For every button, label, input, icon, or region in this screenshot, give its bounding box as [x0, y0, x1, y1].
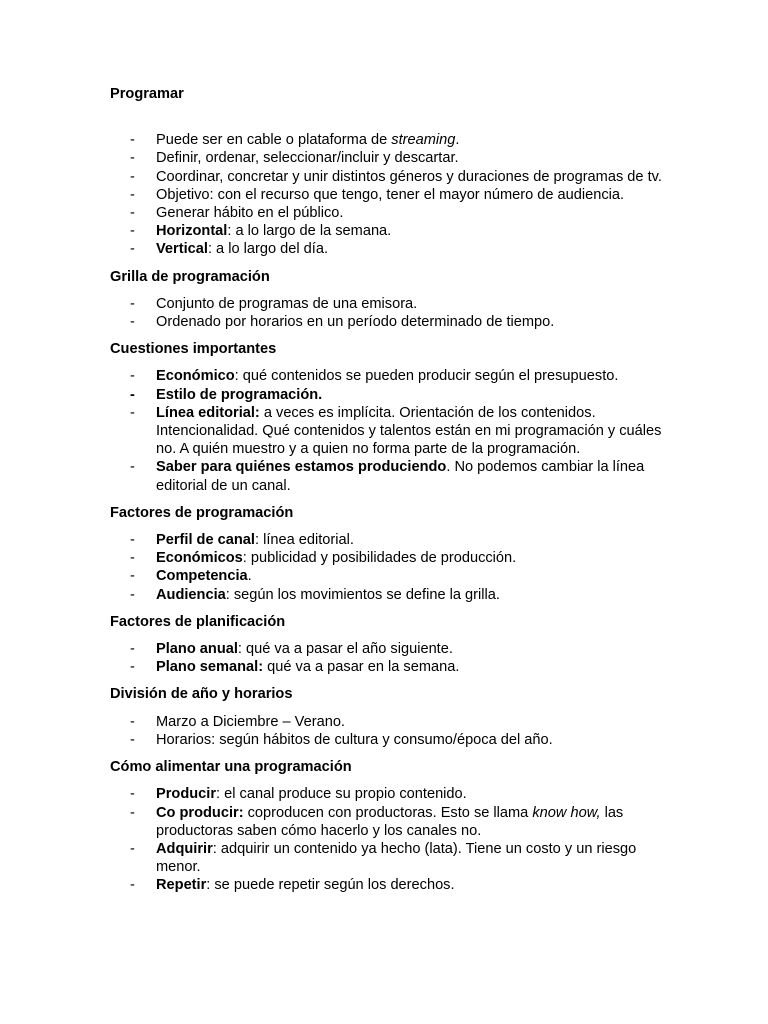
dash-bullet-icon: - — [130, 877, 135, 894]
dash-bullet-icon: - — [130, 186, 135, 203]
text-run: Marzo a Diciembre – Verano. — [156, 713, 345, 730]
list-item — [110, 731, 670, 749]
list-item — [110, 131, 670, 149]
text-run: : línea editorial. — [254, 532, 354, 549]
text-run: Plano semanal: — [156, 659, 264, 676]
dash-bullet-icon: - — [130, 804, 135, 821]
bullet-list — [110, 785, 670, 894]
list-item — [110, 186, 670, 204]
section-heading: Programar — [110, 86, 184, 102]
dash-bullet-icon: - — [130, 223, 135, 240]
dash-bullet-icon: - — [130, 386, 135, 403]
text-run: Plano anual — [156, 641, 238, 658]
list-item — [110, 531, 670, 549]
section-heading: Grilla de programación — [110, 268, 270, 285]
list-item — [110, 458, 670, 494]
bullet-list — [110, 367, 670, 494]
list-item — [110, 713, 670, 731]
dash-bullet-icon: - — [130, 295, 135, 312]
text-run: : el canal produce su propio contenido. — [216, 786, 467, 803]
dash-bullet-icon: - — [130, 786, 135, 803]
text-run: . No podemos cambiar la línea editorial de un canal. — [156, 459, 645, 494]
text-run: Horarios: según hábitos de cultura y consumo/época del año. — [156, 731, 553, 748]
list-item — [110, 240, 670, 258]
text-run: . — [247, 568, 252, 585]
list-item — [110, 367, 670, 385]
text-run: Producir — [156, 786, 217, 803]
text-run: Económicos — [156, 550, 243, 567]
dash-bullet-icon: - — [130, 459, 135, 476]
dash-bullet-icon: - — [130, 641, 135, 658]
text-run: las productoras saben cómo hacerlo y los canales no. — [156, 804, 624, 839]
dash-bullet-icon: - — [130, 731, 135, 748]
dash-bullet-icon: - — [130, 368, 135, 385]
dash-bullet-icon: - — [130, 659, 135, 676]
text-run: Estilo de programación. — [156, 386, 323, 403]
dash-bullet-icon: - — [130, 404, 135, 421]
bullet-list — [110, 713, 670, 749]
text-run: Saber para quiénes estamos produciendo — [156, 459, 447, 476]
text-run: : se puede repetir según los derechos. — [206, 877, 455, 894]
dash-bullet-icon: - — [130, 568, 135, 585]
list-item — [110, 567, 670, 585]
text-run: Horizontal — [156, 223, 228, 240]
dash-bullet-icon: - — [130, 168, 135, 185]
list-item — [110, 168, 670, 186]
text-run: Vertical — [156, 241, 208, 258]
list-item — [110, 404, 670, 459]
text-run: Generar hábito en el público. — [156, 205, 344, 222]
text-run: streaming — [391, 132, 456, 149]
text-run: coproducen con productoras. Esto se llama — [243, 804, 533, 821]
dash-bullet-icon: - — [130, 586, 135, 603]
bullet-list — [110, 531, 670, 604]
dash-bullet-icon: - — [130, 205, 135, 222]
section-heading: Factores de programación — [110, 504, 294, 521]
text-run: Conjunto de programas de una emisora. — [156, 295, 418, 312]
section-heading: Cuestiones importantes — [110, 341, 277, 358]
list-item — [110, 658, 670, 676]
text-run: a veces es implícita. Orientación de los contenidos. Intencionalidad. Qué contenidos y talentos están en mi programación y cuáles no. A quién muestro y a quien no forma parte de la programación. — [156, 404, 662, 458]
text-run: Repetir — [156, 877, 207, 894]
text-run: : a lo largo de la semana. — [227, 223, 392, 240]
text-run: Línea editorial: — [156, 404, 260, 421]
text-run: Perfil de canal — [156, 532, 255, 549]
list-item — [110, 313, 670, 331]
bullet-list — [110, 131, 670, 258]
dash-bullet-icon: - — [130, 314, 135, 331]
dash-bullet-icon: - — [130, 241, 135, 258]
dash-bullet-icon: - — [130, 132, 135, 149]
section-heading: Factores de planificación — [110, 613, 286, 630]
list-item — [110, 204, 670, 222]
list-item — [110, 640, 670, 658]
text-run: Co producir: — [156, 804, 244, 821]
list-item — [110, 149, 670, 167]
text-run: Definir, ordenar, seleccionar/incluir y descartar. — [156, 150, 459, 167]
text-run: Puede ser en cable o plataforma de — [156, 132, 392, 149]
document-page — [110, 85, 670, 904]
dash-bullet-icon: - — [130, 840, 135, 857]
text-run: : qué va a pasar el año siguiente. — [237, 641, 453, 658]
text-run: : adquirir un contenido ya hecho (lata). Tiene un costo y un riesgo menor. — [156, 840, 637, 876]
text-run: Objetivo: con el recurso que tengo, tener el mayor número de audiencia. — [156, 186, 625, 203]
dash-bullet-icon: - — [130, 150, 135, 167]
text-run: Coordinar, concretar y unir distintos géneros y duraciones de programas de tv. — [156, 168, 662, 185]
dash-bullet-icon: - — [130, 550, 135, 567]
list-item — [110, 804, 670, 840]
text-run: : publicidad y posibilidades de producción. — [242, 550, 517, 567]
list-item — [110, 549, 670, 567]
text-run: Audiencia — [156, 586, 226, 603]
text-run: Ordenado por horarios en un período determinado de tiempo. — [156, 314, 555, 331]
bullet-list — [110, 295, 670, 331]
list-item — [110, 295, 670, 313]
list-item — [110, 386, 670, 404]
text-run: Económico — [156, 368, 235, 385]
text-run: : según los movimientos se define la grilla. — [225, 586, 500, 603]
text-run: . — [455, 132, 460, 149]
list-item — [110, 222, 670, 240]
section-heading: Cómo alimentar una programación — [110, 759, 352, 776]
text-run: know how, — [532, 804, 601, 821]
list-item — [110, 876, 670, 894]
bullet-list — [110, 640, 670, 676]
text-run: : a lo largo del día. — [207, 241, 329, 258]
list-item — [110, 840, 670, 876]
text-run: Competencia — [156, 568, 248, 585]
list-item — [110, 586, 670, 604]
text-run: qué va a pasar en la semana. — [263, 659, 460, 676]
text-run: Adquirir — [156, 840, 213, 857]
dash-bullet-icon: - — [130, 713, 135, 730]
list-item — [110, 785, 670, 803]
section-heading: División de año y horarios — [110, 686, 293, 703]
dash-bullet-icon: - — [130, 532, 135, 549]
text-run: : qué contenidos se pueden producir según el presupuesto. — [234, 368, 619, 385]
